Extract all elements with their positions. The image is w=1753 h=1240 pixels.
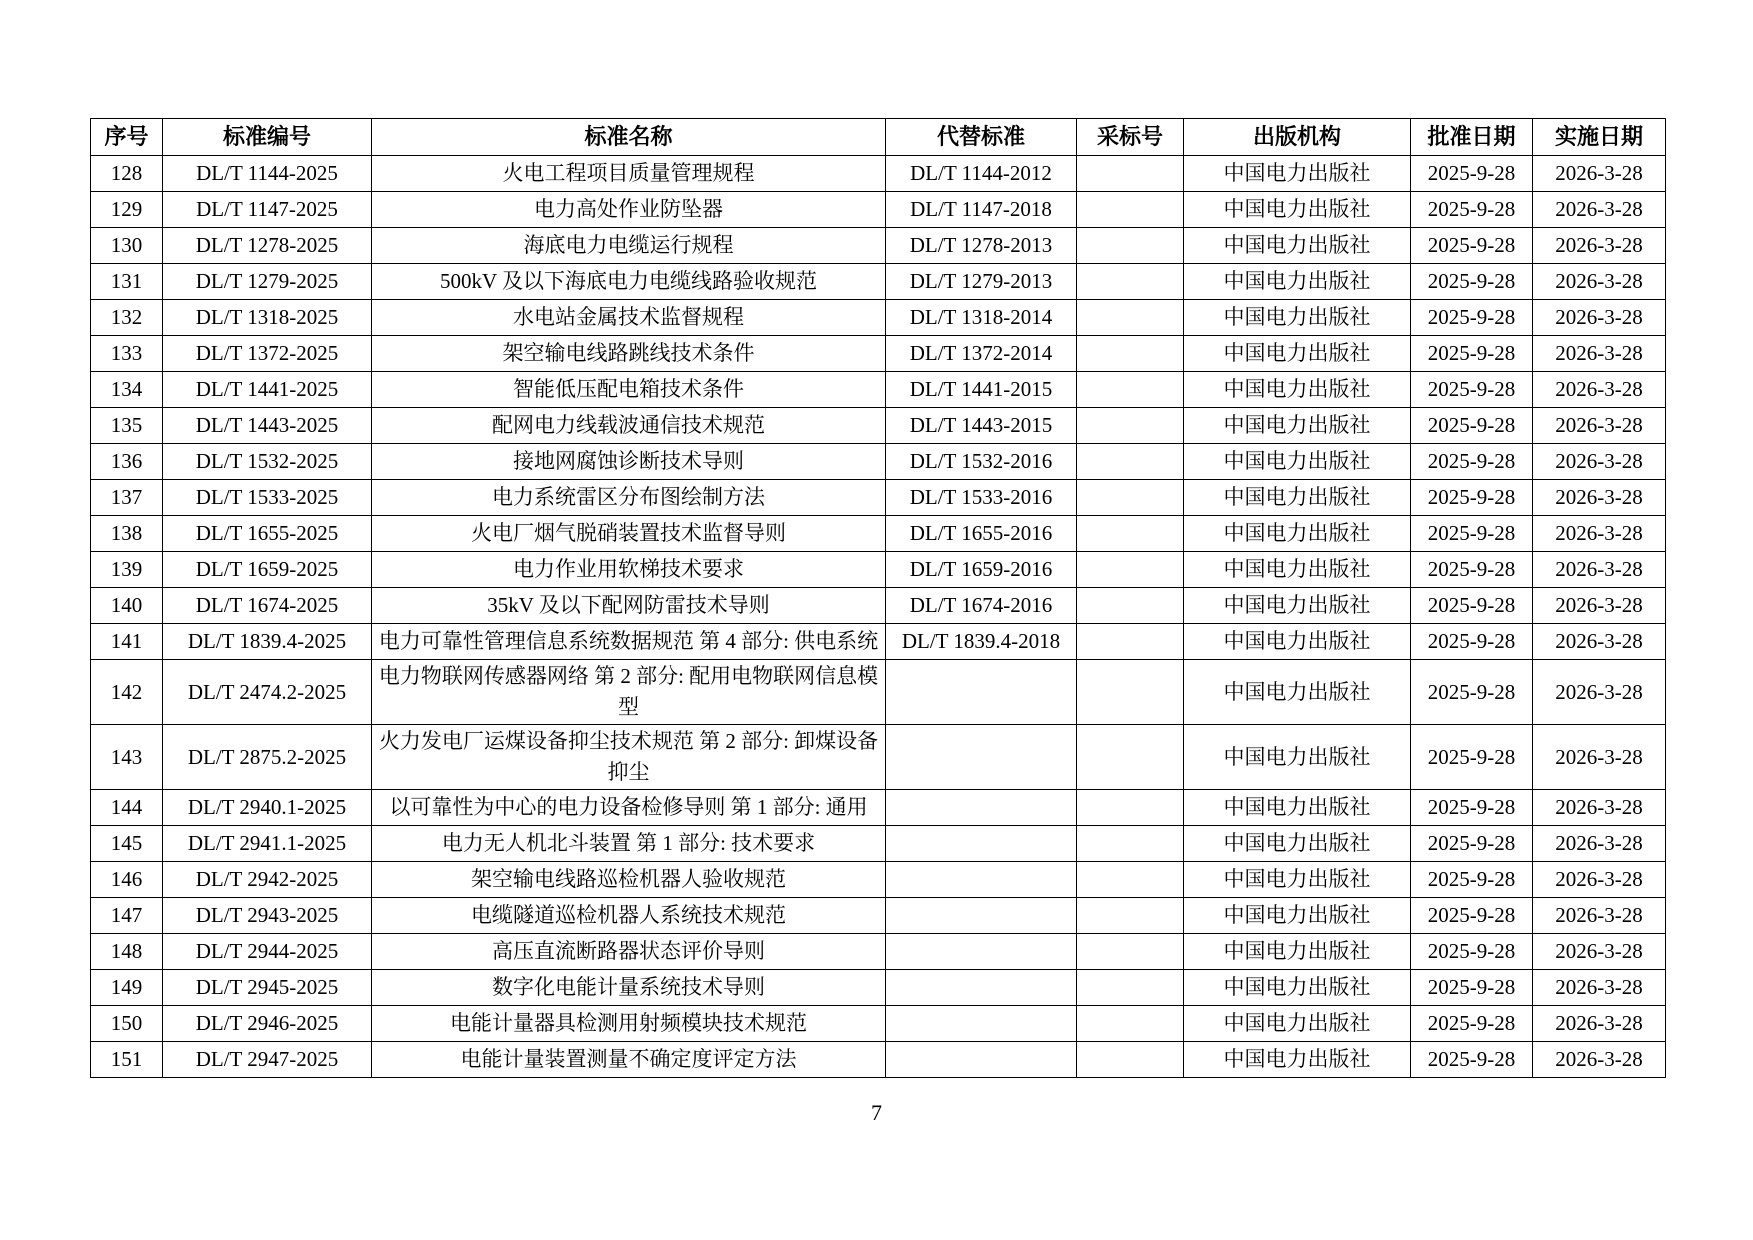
cell-publisher: 中国电力出版社 (1184, 480, 1411, 516)
cell-replaced-standard (886, 1042, 1077, 1078)
table-row (91, 934, 1666, 970)
cell-adopted-code (1077, 790, 1184, 826)
cell-standard-name: 火电工程项目质量管理规程 (372, 156, 886, 192)
cell-approval-date: 2025-9-28 (1411, 336, 1533, 372)
cell-adopted-code (1077, 862, 1184, 898)
cell-standard-code: DL/T 1144-2025 (163, 156, 372, 192)
header-row (91, 119, 1666, 156)
cell-publisher: 中国电力出版社 (1184, 862, 1411, 898)
table-row (91, 336, 1666, 372)
cell-adopted-code (1077, 156, 1184, 192)
cell-standard-name: 架空输电线路巡检机器人验收规范 (372, 862, 886, 898)
cell-replaced-standard (886, 826, 1077, 862)
cell-adopted-code (1077, 624, 1184, 660)
cell-standard-code: DL/T 2946-2025 (163, 1006, 372, 1042)
cell-adopted-code (1077, 898, 1184, 934)
cell-publisher: 中国电力出版社 (1184, 264, 1411, 300)
cell-implementation-date: 2026-3-28 (1533, 480, 1666, 516)
cell-publisher: 中国电力出版社 (1184, 156, 1411, 192)
cell-replaced-standard (886, 790, 1077, 826)
cell-serial-number: 141 (91, 624, 163, 660)
cell-adopted-code (1077, 300, 1184, 336)
cell-approval-date: 2025-9-28 (1411, 192, 1533, 228)
header-publisher: 出版机构 (1184, 119, 1411, 156)
table-row (91, 725, 1666, 790)
cell-serial-number: 142 (91, 660, 163, 725)
cell-serial-number: 144 (91, 790, 163, 826)
cell-adopted-code (1077, 588, 1184, 624)
cell-publisher: 中国电力出版社 (1184, 934, 1411, 970)
cell-standard-name: 电力系统雷区分布图绘制方法 (372, 480, 886, 516)
cell-replaced-standard: DL/T 1441-2015 (886, 372, 1077, 408)
cell-publisher: 中国电力出版社 (1184, 552, 1411, 588)
cell-implementation-date: 2026-3-28 (1533, 934, 1666, 970)
cell-implementation-date: 2026-3-28 (1533, 336, 1666, 372)
cell-replaced-standard (886, 898, 1077, 934)
cell-approval-date: 2025-9-28 (1411, 264, 1533, 300)
cell-implementation-date: 2026-3-28 (1533, 552, 1666, 588)
cell-implementation-date: 2026-3-28 (1533, 264, 1666, 300)
cell-approval-date: 2025-9-28 (1411, 1042, 1533, 1078)
cell-standard-code: DL/T 1532-2025 (163, 444, 372, 480)
cell-standard-code: DL/T 1318-2025 (163, 300, 372, 336)
cell-implementation-date: 2026-3-28 (1533, 1006, 1666, 1042)
table-row (91, 1042, 1666, 1078)
table-row (91, 408, 1666, 444)
cell-implementation-date: 2026-3-28 (1533, 826, 1666, 862)
cell-approval-date: 2025-9-28 (1411, 970, 1533, 1006)
cell-standard-code: DL/T 2943-2025 (163, 898, 372, 934)
cell-approval-date: 2025-9-28 (1411, 588, 1533, 624)
cell-implementation-date: 2026-3-28 (1533, 898, 1666, 934)
table-row (91, 862, 1666, 898)
cell-serial-number: 139 (91, 552, 163, 588)
cell-standard-code: DL/T 1441-2025 (163, 372, 372, 408)
header-replaced-standard: 代替标准 (886, 119, 1077, 156)
cell-replaced-standard: DL/T 1443-2015 (886, 408, 1077, 444)
cell-implementation-date: 2026-3-28 (1533, 192, 1666, 228)
cell-standard-name: 电力无人机北斗装置 第 1 部分: 技术要求 (372, 826, 886, 862)
cell-implementation-date: 2026-3-28 (1533, 588, 1666, 624)
cell-serial-number: 128 (91, 156, 163, 192)
cell-approval-date: 2025-9-28 (1411, 408, 1533, 444)
cell-publisher: 中国电力出版社 (1184, 1042, 1411, 1078)
cell-serial-number: 148 (91, 934, 163, 970)
header-implementation-date: 实施日期 (1533, 119, 1666, 156)
cell-standard-name: 配网电力线载波通信技术规范 (372, 408, 886, 444)
cell-adopted-code (1077, 192, 1184, 228)
cell-adopted-code (1077, 1006, 1184, 1042)
cell-standard-code: DL/T 1372-2025 (163, 336, 372, 372)
cell-standard-name: 架空输电线路跳线技术条件 (372, 336, 886, 372)
standards-table (90, 118, 1666, 1078)
cell-implementation-date: 2026-3-28 (1533, 862, 1666, 898)
cell-adopted-code (1077, 516, 1184, 552)
cell-replaced-standard (886, 934, 1077, 970)
cell-adopted-code (1077, 934, 1184, 970)
cell-publisher: 中国电力出版社 (1184, 408, 1411, 444)
cell-serial-number: 149 (91, 970, 163, 1006)
cell-publisher: 中国电力出版社 (1184, 300, 1411, 336)
cell-implementation-date: 2026-3-28 (1533, 300, 1666, 336)
cell-publisher: 中国电力出版社 (1184, 790, 1411, 826)
cell-approval-date: 2025-9-28 (1411, 725, 1533, 790)
cell-adopted-code (1077, 480, 1184, 516)
cell-implementation-date: 2026-3-28 (1533, 790, 1666, 826)
table-row (91, 826, 1666, 862)
cell-standard-name: 电力物联网传感器网络 第 2 部分: 配用电物联网信息模型 (372, 660, 886, 725)
cell-standard-code: DL/T 2944-2025 (163, 934, 372, 970)
cell-standard-name: 水电站金属技术监督规程 (372, 300, 886, 336)
cell-serial-number: 130 (91, 228, 163, 264)
table-row (91, 790, 1666, 826)
cell-approval-date: 2025-9-28 (1411, 228, 1533, 264)
cell-implementation-date: 2026-3-28 (1533, 970, 1666, 1006)
page-number: 7 (871, 1100, 882, 1125)
cell-replaced-standard: DL/T 1674-2016 (886, 588, 1077, 624)
cell-serial-number: 143 (91, 725, 163, 790)
cell-standard-code: DL/T 2474.2-2025 (163, 660, 372, 725)
cell-serial-number: 137 (91, 480, 163, 516)
cell-standard-code: DL/T 1533-2025 (163, 480, 372, 516)
cell-replaced-standard (886, 725, 1077, 790)
cell-replaced-standard: DL/T 1278-2013 (886, 228, 1077, 264)
cell-implementation-date: 2026-3-28 (1533, 516, 1666, 552)
cell-publisher: 中国电力出版社 (1184, 1006, 1411, 1042)
cell-implementation-date: 2026-3-28 (1533, 1042, 1666, 1078)
cell-replaced-standard: DL/T 1659-2016 (886, 552, 1077, 588)
cell-standard-name: 电力作业用软梯技术要求 (372, 552, 886, 588)
cell-approval-date: 2025-9-28 (1411, 826, 1533, 862)
cell-publisher: 中国电力出版社 (1184, 826, 1411, 862)
cell-publisher: 中国电力出版社 (1184, 898, 1411, 934)
cell-implementation-date: 2026-3-28 (1533, 624, 1666, 660)
cell-approval-date: 2025-9-28 (1411, 372, 1533, 408)
table-row (91, 228, 1666, 264)
cell-approval-date: 2025-9-28 (1411, 790, 1533, 826)
cell-replaced-standard (886, 970, 1077, 1006)
cell-standard-code: DL/T 2945-2025 (163, 970, 372, 1006)
table-row (91, 156, 1666, 192)
cell-standard-code: DL/T 2875.2-2025 (163, 725, 372, 790)
cell-standard-code: DL/T 1659-2025 (163, 552, 372, 588)
cell-publisher: 中国电力出版社 (1184, 228, 1411, 264)
table-header (91, 119, 1666, 156)
cell-standard-code: DL/T 2940.1-2025 (163, 790, 372, 826)
cell-standard-name: 以可靠性为中心的电力设备检修导则 第 1 部分: 通用 (372, 790, 886, 826)
table-row (91, 444, 1666, 480)
cell-implementation-date: 2026-3-28 (1533, 444, 1666, 480)
cell-serial-number: 146 (91, 862, 163, 898)
cell-serial-number: 150 (91, 1006, 163, 1042)
cell-adopted-code (1077, 660, 1184, 725)
cell-standard-code: DL/T 1278-2025 (163, 228, 372, 264)
cell-implementation-date: 2026-3-28 (1533, 408, 1666, 444)
table-row (91, 192, 1666, 228)
cell-approval-date: 2025-9-28 (1411, 898, 1533, 934)
cell-standard-code: DL/T 2942-2025 (163, 862, 372, 898)
header-adopted-code: 采标号 (1077, 119, 1184, 156)
cell-standard-code: DL/T 1674-2025 (163, 588, 372, 624)
cell-adopted-code (1077, 725, 1184, 790)
cell-serial-number: 131 (91, 264, 163, 300)
cell-standard-code: DL/T 2941.1-2025 (163, 826, 372, 862)
cell-adopted-code (1077, 1042, 1184, 1078)
cell-serial-number: 133 (91, 336, 163, 372)
header-standard-name: 标准名称 (372, 119, 886, 156)
cell-publisher: 中国电力出版社 (1184, 588, 1411, 624)
cell-serial-number: 140 (91, 588, 163, 624)
table-row (91, 970, 1666, 1006)
cell-implementation-date: 2026-3-28 (1533, 660, 1666, 725)
cell-standard-name: 火力发电厂运煤设备抑尘技术规范 第 2 部分: 卸煤设备抑尘 (372, 725, 886, 790)
cell-adopted-code (1077, 552, 1184, 588)
cell-serial-number: 129 (91, 192, 163, 228)
cell-serial-number: 136 (91, 444, 163, 480)
cell-replaced-standard (886, 660, 1077, 725)
cell-adopted-code (1077, 826, 1184, 862)
table-row (91, 264, 1666, 300)
cell-approval-date: 2025-9-28 (1411, 156, 1533, 192)
cell-adopted-code (1077, 970, 1184, 1006)
cell-replaced-standard (886, 862, 1077, 898)
table-row (91, 300, 1666, 336)
cell-standard-name: 电力可靠性管理信息系统数据规范 第 4 部分: 供电系统 (372, 624, 886, 660)
cell-approval-date: 2025-9-28 (1411, 516, 1533, 552)
cell-approval-date: 2025-9-28 (1411, 660, 1533, 725)
cell-replaced-standard: DL/T 1839.4-2018 (886, 624, 1077, 660)
table-row (91, 480, 1666, 516)
cell-adopted-code (1077, 372, 1184, 408)
header-serial-number: 序号 (91, 119, 163, 156)
cell-approval-date: 2025-9-28 (1411, 934, 1533, 970)
table-row (91, 372, 1666, 408)
cell-approval-date: 2025-9-28 (1411, 480, 1533, 516)
table-row (91, 1006, 1666, 1042)
cell-publisher: 中国电力出版社 (1184, 444, 1411, 480)
cell-serial-number: 138 (91, 516, 163, 552)
cell-publisher: 中国电力出版社 (1184, 192, 1411, 228)
cell-publisher: 中国电力出版社 (1184, 516, 1411, 552)
cell-standard-code: DL/T 1443-2025 (163, 408, 372, 444)
cell-replaced-standard: DL/T 1318-2014 (886, 300, 1077, 336)
table-row (91, 898, 1666, 934)
cell-serial-number: 132 (91, 300, 163, 336)
table-row (91, 660, 1666, 725)
table-row (91, 624, 1666, 660)
cell-standard-name: 电能计量装置测量不确定度评定方法 (372, 1042, 886, 1078)
cell-replaced-standard: DL/T 1147-2018 (886, 192, 1077, 228)
cell-adopted-code (1077, 336, 1184, 372)
cell-replaced-standard (886, 1006, 1077, 1042)
cell-standard-code: DL/T 1147-2025 (163, 192, 372, 228)
cell-implementation-date: 2026-3-28 (1533, 228, 1666, 264)
cell-approval-date: 2025-9-28 (1411, 1006, 1533, 1042)
cell-standard-name: 35kV 及以下配网防雷技术导则 (372, 588, 886, 624)
cell-standard-name: 数字化电能计量系统技术导则 (372, 970, 886, 1006)
cell-implementation-date: 2026-3-28 (1533, 372, 1666, 408)
cell-publisher: 中国电力出版社 (1184, 336, 1411, 372)
cell-approval-date: 2025-9-28 (1411, 624, 1533, 660)
cell-standard-code: DL/T 1279-2025 (163, 264, 372, 300)
cell-standard-name: 电能计量器具检测用射频模块技术规范 (372, 1006, 886, 1042)
cell-standard-name: 电缆隧道巡检机器人系统技术规范 (372, 898, 886, 934)
table-row (91, 516, 1666, 552)
cell-replaced-standard: DL/T 1279-2013 (886, 264, 1077, 300)
cell-approval-date: 2025-9-28 (1411, 300, 1533, 336)
cell-adopted-code (1077, 444, 1184, 480)
cell-standard-name: 火电厂烟气脱硝装置技术监督导则 (372, 516, 886, 552)
cell-standard-code: DL/T 1655-2025 (163, 516, 372, 552)
cell-standard-code: DL/T 2947-2025 (163, 1042, 372, 1078)
table-row (91, 588, 1666, 624)
cell-approval-date: 2025-9-28 (1411, 862, 1533, 898)
cell-adopted-code (1077, 408, 1184, 444)
cell-serial-number: 134 (91, 372, 163, 408)
cell-approval-date: 2025-9-28 (1411, 552, 1533, 588)
cell-adopted-code (1077, 264, 1184, 300)
table-body (91, 156, 1666, 1078)
cell-standard-name: 高压直流断路器状态评价导则 (372, 934, 886, 970)
cell-replaced-standard: DL/T 1533-2016 (886, 480, 1077, 516)
cell-publisher: 中国电力出版社 (1184, 970, 1411, 1006)
cell-implementation-date: 2026-3-28 (1533, 156, 1666, 192)
cell-serial-number: 135 (91, 408, 163, 444)
cell-standard-name: 接地网腐蚀诊断技术导则 (372, 444, 886, 480)
cell-adopted-code (1077, 228, 1184, 264)
cell-publisher: 中国电力出版社 (1184, 660, 1411, 725)
header-standard-code: 标准编号 (163, 119, 372, 156)
cell-implementation-date: 2026-3-28 (1533, 725, 1666, 790)
cell-publisher: 中国电力出版社 (1184, 372, 1411, 408)
cell-standard-name: 海底电力电缆运行规程 (372, 228, 886, 264)
cell-replaced-standard: DL/T 1144-2012 (886, 156, 1077, 192)
cell-serial-number: 147 (91, 898, 163, 934)
cell-serial-number: 151 (91, 1042, 163, 1078)
cell-publisher: 中国电力出版社 (1184, 624, 1411, 660)
cell-standard-name: 500kV 及以下海底电力电缆线路验收规范 (372, 264, 886, 300)
cell-serial-number: 145 (91, 826, 163, 862)
cell-replaced-standard: DL/T 1532-2016 (886, 444, 1077, 480)
cell-replaced-standard: DL/T 1655-2016 (886, 516, 1077, 552)
cell-approval-date: 2025-9-28 (1411, 444, 1533, 480)
header-approval-date: 批准日期 (1411, 119, 1533, 156)
table-row (91, 552, 1666, 588)
cell-publisher: 中国电力出版社 (1184, 725, 1411, 790)
cell-standard-name: 电力高处作业防坠器 (372, 192, 886, 228)
cell-standard-code: DL/T 1839.4-2025 (163, 624, 372, 660)
cell-replaced-standard: DL/T 1372-2014 (886, 336, 1077, 372)
cell-standard-name: 智能低压配电箱技术条件 (372, 372, 886, 408)
